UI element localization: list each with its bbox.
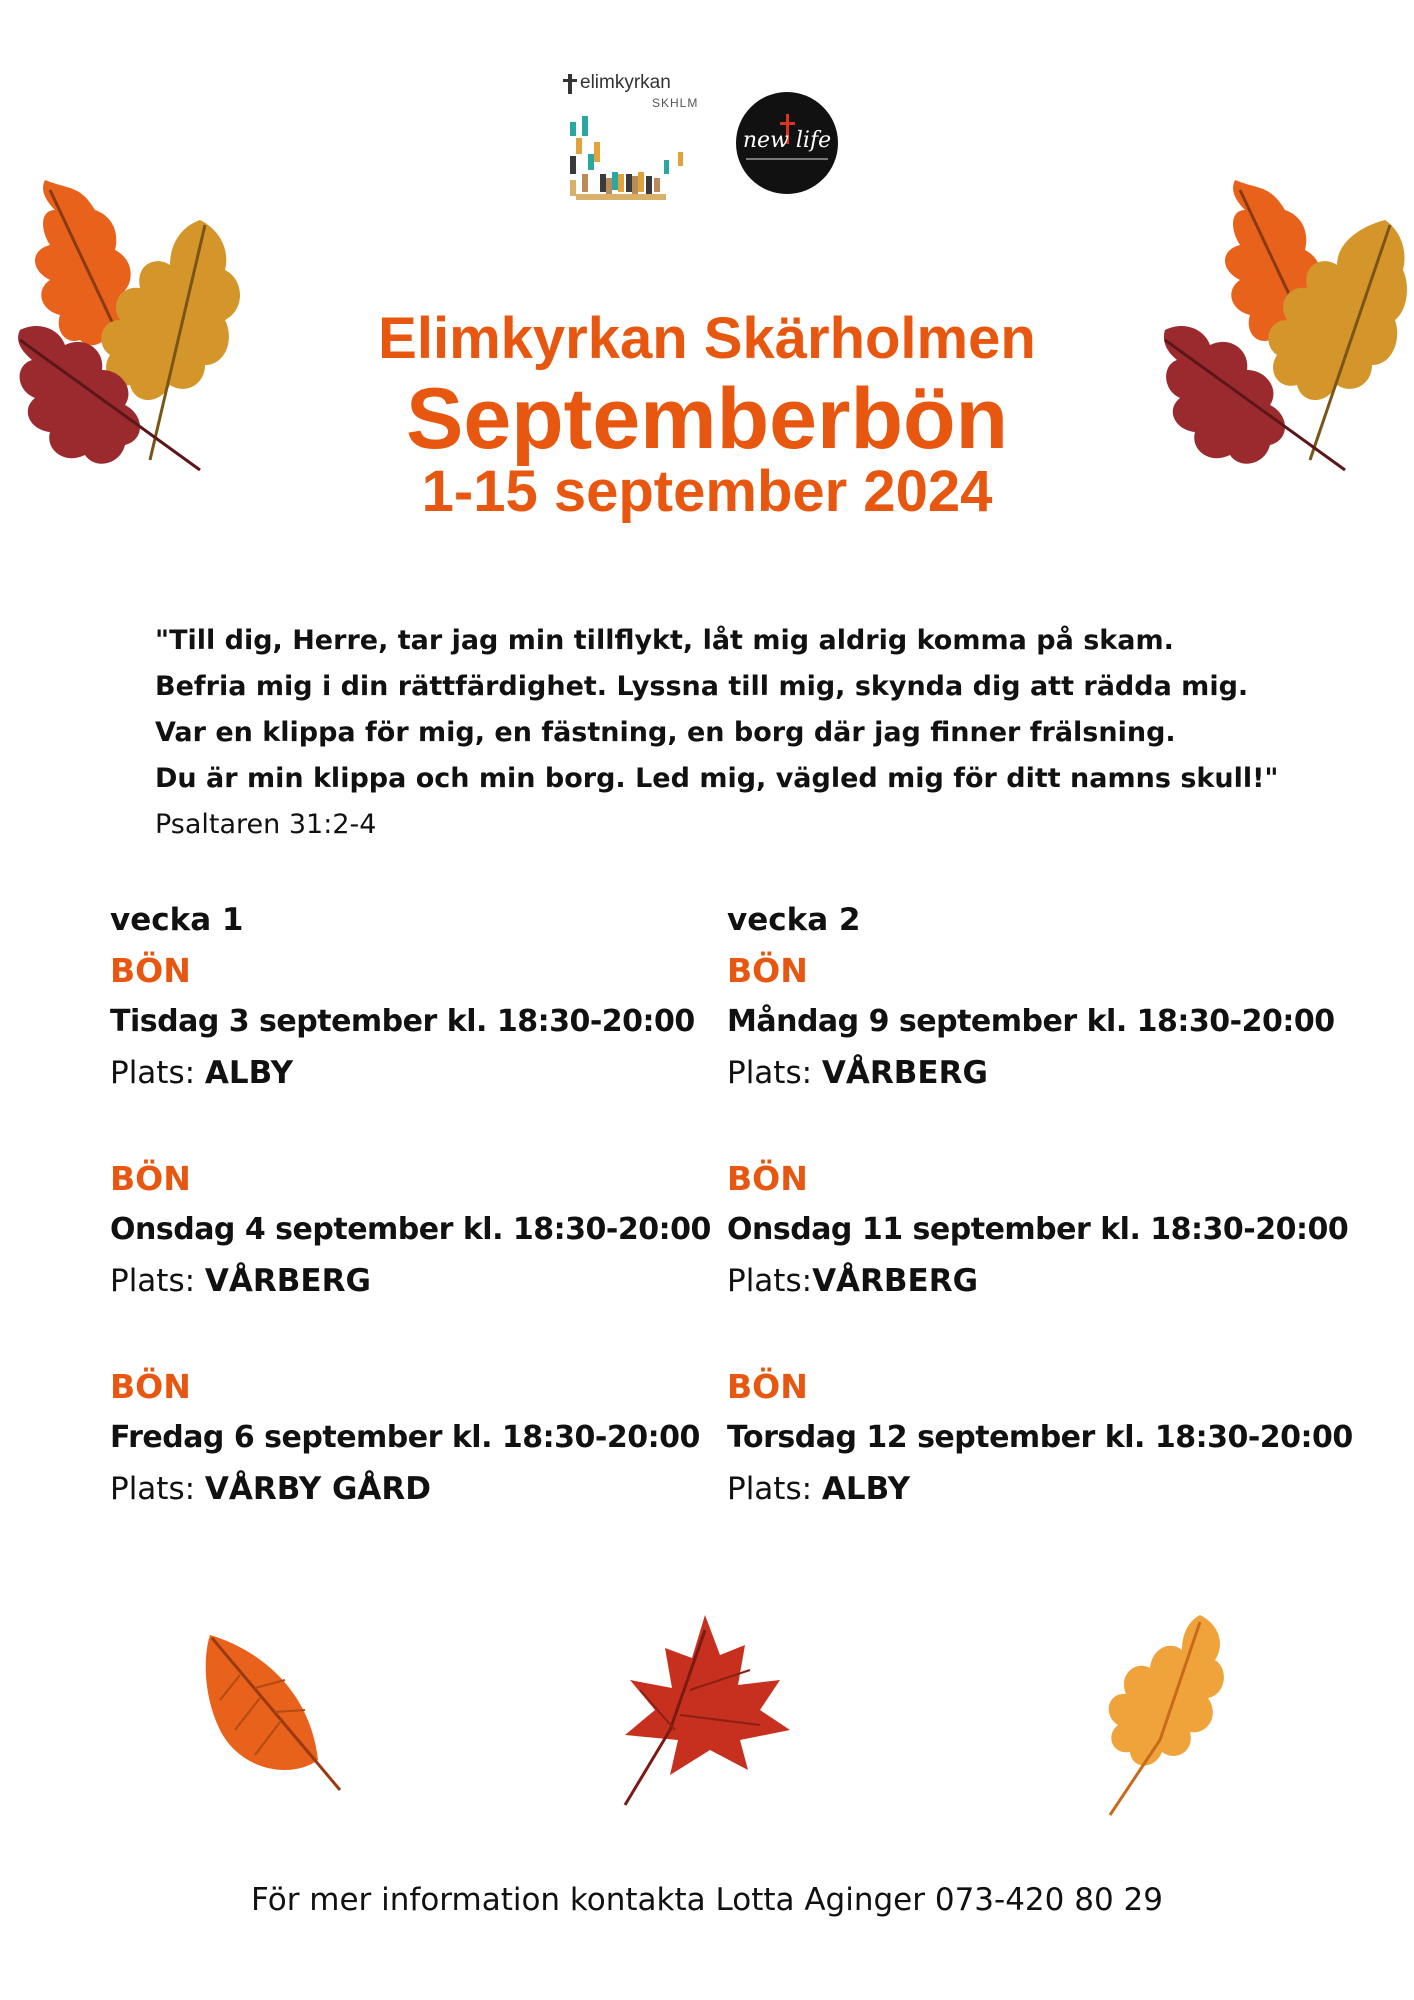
place-name: VÅRBERG	[204, 1263, 371, 1299]
newlife-tagline-line	[746, 158, 828, 160]
event-item	[110, 1153, 710, 1307]
event-type: BÖN	[727, 951, 808, 990]
verse-reference: Psaltaren 31:2-4	[155, 809, 377, 840]
event-type: BÖN	[110, 951, 191, 990]
cross-bar-icon	[563, 79, 577, 82]
maple-leaf-icon	[610, 1610, 800, 1810]
week-1-column	[110, 895, 710, 1569]
event-place	[110, 1255, 710, 1307]
people-figures-icon	[568, 112, 708, 212]
event-place	[110, 1463, 710, 1515]
elimkyrkan-logo	[568, 72, 708, 212]
place-name: VÅRBERG	[821, 1055, 988, 1091]
week-label: vecka 2	[727, 902, 861, 938]
cross-icon	[568, 74, 572, 94]
place-name: ALBY	[204, 1055, 294, 1091]
event-item	[727, 1361, 1353, 1515]
place-label: Plats:	[727, 1471, 822, 1507]
beech-leaf-icon	[200, 1630, 350, 1800]
place-name: VÅRBY GÅRD	[204, 1471, 431, 1507]
event-datetime: Måndag 9 september kl. 18:30-20:00	[727, 1004, 1335, 1039]
place-label: Plats:	[110, 1263, 205, 1299]
event-datetime: Fredag 6 september kl. 18:30-20:00	[110, 1420, 700, 1455]
event-type: BÖN	[727, 1159, 808, 1198]
page-title: Septemberbön	[405, 371, 1009, 467]
elimkyrkan-logo-name: elimkyrkan	[580, 72, 671, 93]
event-item	[110, 945, 710, 1099]
place-label: Plats:	[727, 1263, 813, 1299]
verse-line: "Till dig, Herre, tar jag min tillflykt, låt mig aldrig komma på skam.	[155, 625, 1174, 656]
event-type: BÖN	[110, 1367, 191, 1406]
event-item	[727, 1153, 1349, 1307]
place-name: ALBY	[821, 1471, 911, 1507]
oak-leaf-yellow-icon	[1090, 1610, 1230, 1820]
place-label: Plats:	[727, 1055, 822, 1091]
newlife-logo	[736, 92, 838, 194]
event-datetime: Torsdag 12 september kl. 18:30-20:00	[727, 1420, 1353, 1455]
event-place	[110, 1047, 710, 1099]
event-place	[727, 1047, 1327, 1099]
place-label: Plats:	[110, 1471, 205, 1507]
event-type: BÖN	[110, 1159, 191, 1198]
church-name: Elimkyrkan Skärholmen	[378, 306, 1036, 371]
event-place	[727, 1463, 1327, 1515]
elimkyrkan-logo-sub: SKHLM	[652, 96, 699, 110]
event-datetime: Onsdag 11 september kl. 18:30-20:00	[727, 1212, 1349, 1247]
week-label: vecka 1	[110, 902, 244, 938]
contact-footer: För mer information kontakta Lotta Aginger 073-420 80 29	[251, 1882, 1163, 1918]
newlife-logo-name: new life	[742, 128, 832, 153]
place-label: Plats:	[110, 1055, 205, 1091]
verse-line: Du är min klippa och min borg. Led mig, vägled mig för ditt namns skull!"	[155, 763, 1279, 794]
event-item	[110, 1361, 710, 1515]
event-place	[727, 1255, 1327, 1307]
verse-line: Var en klippa för mig, en fästning, en borg där jag finner frälsning.	[155, 717, 1176, 748]
event-datetime: Tisdag 3 september kl. 18:30-20:00	[110, 1004, 695, 1039]
event-type: BÖN	[727, 1367, 808, 1406]
event-item	[727, 945, 1335, 1099]
bible-verse	[155, 618, 1295, 848]
place-name: VÅRBERG	[812, 1263, 979, 1299]
week-2-column	[727, 895, 1353, 1569]
event-datetime: Onsdag 4 september kl. 18:30-20:00	[110, 1212, 711, 1247]
verse-line: Befria mig i din rättfärdighet. Lyssna till mig, skynda dig att rädda mig.	[155, 671, 1249, 702]
date-range: 1-15 september 2024	[421, 459, 993, 524]
cross-bar-icon	[780, 122, 795, 125]
